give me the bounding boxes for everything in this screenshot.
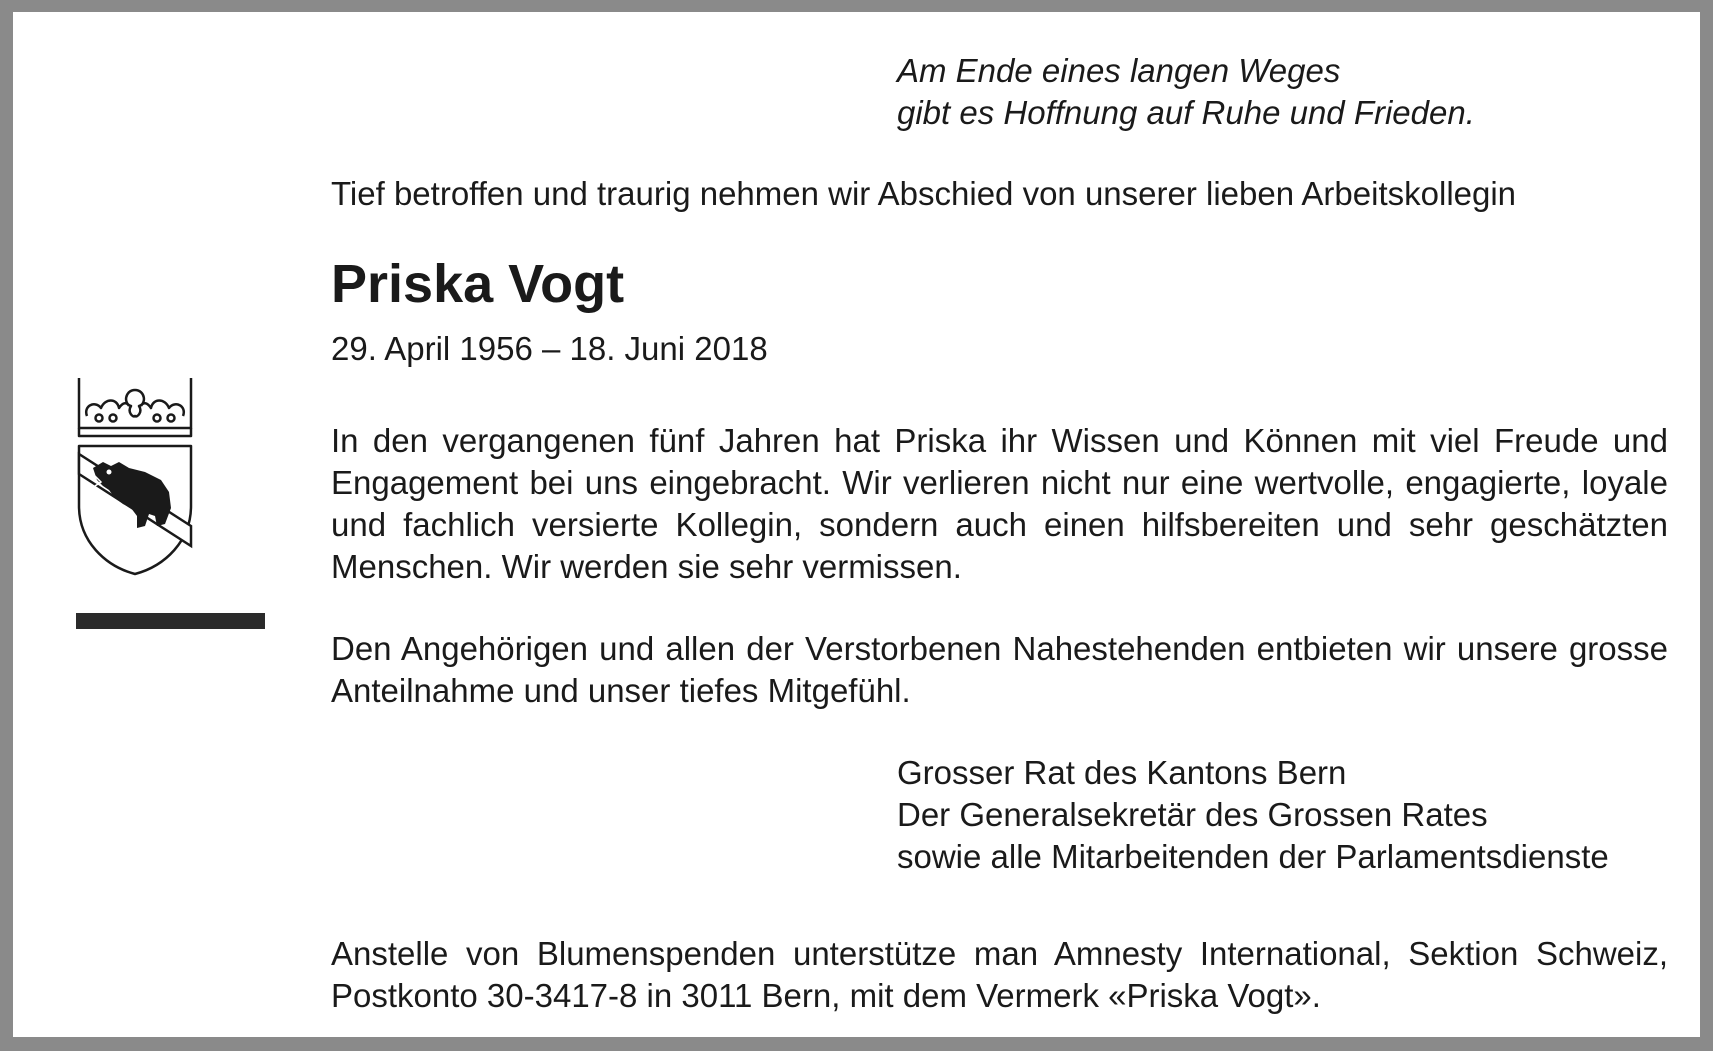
motto-line-1: Am Ende eines langen Weges <box>897 52 1341 89</box>
life-dates: 29. April 1956 – 18. Juni 2018 <box>331 330 768 367</box>
signature-line-1: Grosser Rat des Kantons Bern <box>897 754 1347 791</box>
motto <box>897 50 1475 134</box>
intro-text: Tief betroffen und traurig nehmen wir Abschied von unserer lieben Arbeitskollegin <box>331 175 1517 212</box>
donation-paragraph: Anstelle von Blumenspenden unterstütze man Amnesty International, Sektion Schweiz, Postkonto 30-3417-8 in 3011 Bern, mit dem Vermerk «Priska Vogt». <box>331 935 1668 1014</box>
bern-coat-of-arms-icon <box>73 376 197 576</box>
signature-block <box>897 752 1609 878</box>
signature-line-2: Der Generalsekretär des Grossen Rates <box>897 796 1488 833</box>
condolence-paragraph: Den Angehörigen und allen der Verstorbenen Nahestehenden entbieten wir unsere grosse Anteilnahme und unser tiefes Mitgefühl. <box>331 630 1668 709</box>
signature-line-3: sowie alle Mitarbeitenden der Parlamentsdienste <box>897 838 1609 875</box>
motto-line-2: gibt es Hoffnung auf Ruhe und Frieden. <box>897 94 1475 131</box>
obituary-page <box>13 12 1700 1037</box>
deceased-name: Priska Vogt <box>331 254 625 314</box>
tribute-paragraph: In den vergangenen fünf Jahren hat Priska ihr Wissen und Können mit viel Freude und Engagement bei uns eingebracht. Wir verlieren nicht nur eine wertvolle, engagierte, loyale und fachlich versierte Kollegin, sondern auch einen hilfsbereiten und sehr geschätzten Menschen. Wir werden sie sehr vermissen. <box>331 422 1668 585</box>
divider-bar <box>76 613 265 629</box>
